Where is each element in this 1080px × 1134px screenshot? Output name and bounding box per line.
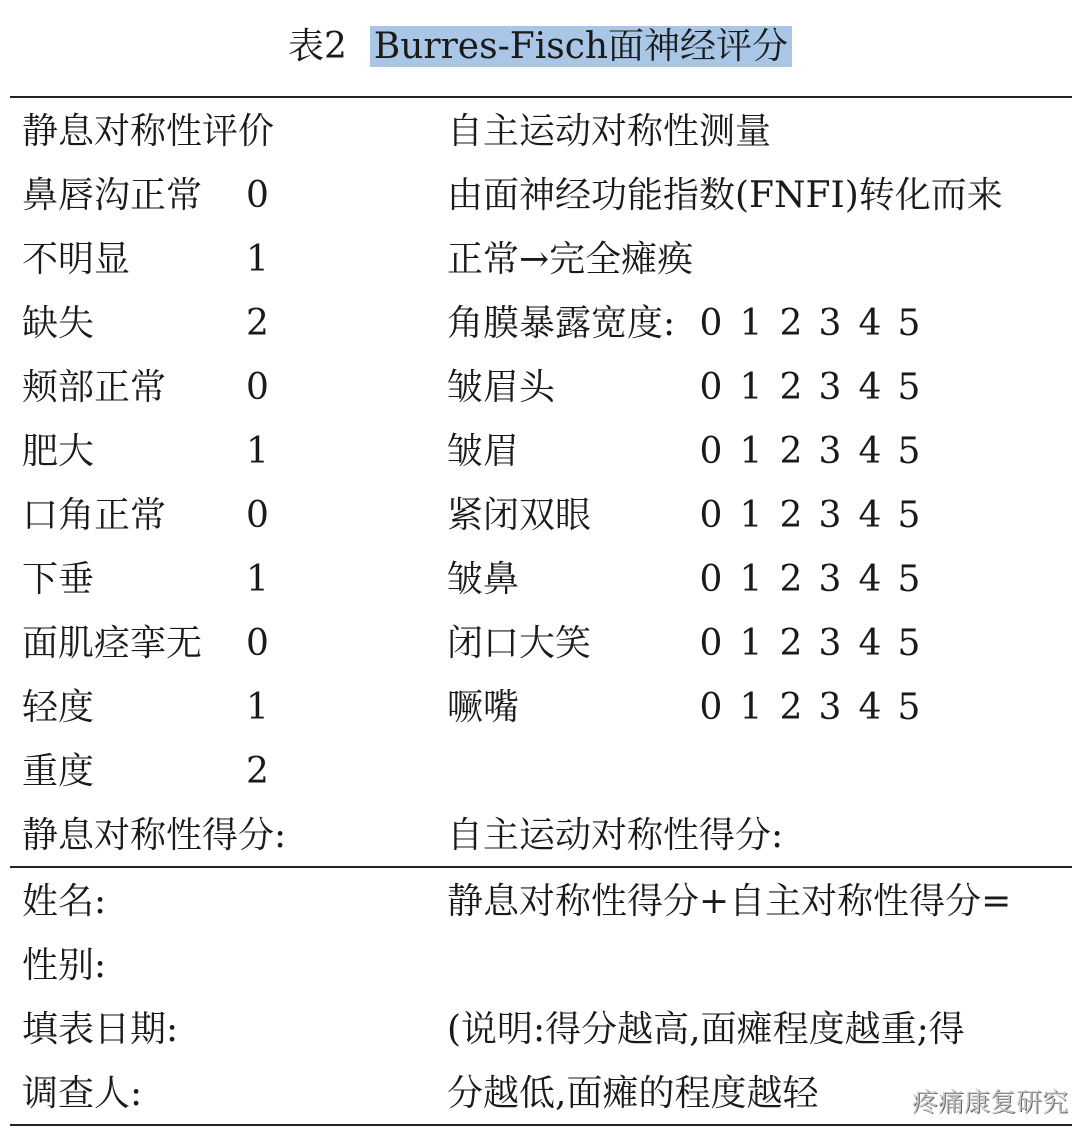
- rest-symmetry-cell: 静息对称性得分:: [22, 815, 287, 856]
- top-rule: [10, 96, 1072, 98]
- score-option: 2: [779, 623, 803, 664]
- score-option: 2: [779, 367, 803, 408]
- score-option: 4: [858, 559, 882, 600]
- rest-score-cell: 2: [246, 751, 269, 792]
- rest-score-cell: 0: [246, 495, 269, 536]
- rest-score-cell: 2: [246, 303, 269, 344]
- score-option: 3: [818, 367, 842, 408]
- score-option: 0: [699, 303, 723, 344]
- table-row: [0, 228, 1080, 292]
- score-option: 0: [699, 431, 723, 472]
- rest-score-cell: 1: [246, 687, 269, 728]
- score-option: 5: [897, 303, 921, 344]
- rest-symmetry-cell: 缺失: [22, 303, 95, 344]
- score-option: 5: [897, 559, 921, 600]
- voluntary-movement-cell: 由面神经功能指数(FNFI)转化而来: [447, 175, 1003, 216]
- score-option: 4: [858, 495, 882, 536]
- table-row: [0, 164, 1080, 228]
- table-title-highlight: Burres-Fisch面神经评分: [370, 26, 792, 67]
- score-option: 5: [897, 367, 921, 408]
- table-row: [0, 420, 1080, 484]
- rest-symmetry-cell: 不明显: [22, 239, 131, 280]
- info-label: 性别:: [22, 945, 107, 986]
- table-row: [0, 612, 1080, 676]
- score-option: 2: [779, 303, 803, 344]
- info-row: [0, 998, 1080, 1062]
- table-row: [0, 548, 1080, 612]
- score-option: 2: [779, 687, 803, 728]
- voluntary-movement-cell: 闭口大笑: [447, 623, 592, 664]
- score-option: 3: [818, 431, 842, 472]
- voluntary-movement-cell: 噘嘴: [447, 687, 520, 728]
- score-option: 1: [739, 495, 763, 536]
- info-note: 分越低,面瘫的程度越轻: [447, 1073, 819, 1114]
- info-label: 调查人:: [22, 1073, 143, 1114]
- score-option: 1: [739, 559, 763, 600]
- table-number: 表2: [287, 26, 347, 67]
- score-option: 1: [739, 687, 763, 728]
- table-title: [0, 22, 1080, 72]
- score-option: 3: [818, 303, 842, 344]
- score-option: 5: [897, 431, 921, 472]
- voluntary-movement-cell: 正常→完全瘫痪: [447, 239, 694, 280]
- score-option: 4: [858, 431, 882, 472]
- table-row: [0, 740, 1080, 804]
- rest-symmetry-cell: 下垂: [22, 559, 95, 600]
- voluntary-movement-cell: 皱鼻: [447, 559, 520, 600]
- rest-score-cell: 0: [246, 367, 269, 408]
- score-option: 1: [739, 623, 763, 664]
- score-option: 2: [779, 431, 803, 472]
- info-row: [0, 870, 1080, 934]
- table-row: [0, 804, 1080, 868]
- score-option: 2: [779, 559, 803, 600]
- rest-score-cell: 0: [246, 623, 269, 664]
- rest-symmetry-cell: 颊部正常: [22, 367, 167, 408]
- score-option: 3: [818, 495, 842, 536]
- rest-symmetry-cell: 轻度: [22, 687, 95, 728]
- rest-score-cell: 1: [246, 559, 269, 600]
- score-option: 4: [858, 623, 882, 664]
- table-row: [0, 676, 1080, 740]
- rest-symmetry-cell: 重度: [22, 751, 95, 792]
- info-row: [0, 934, 1080, 998]
- info-note: (说明:得分越高,面瘫程度越重;得: [447, 1009, 965, 1050]
- table-row: [0, 484, 1080, 548]
- voluntary-movement-cell: 自主运动对称性得分:: [447, 815, 784, 856]
- rest-symmetry-cell: 鼻唇沟正常: [22, 175, 203, 216]
- table-row: [0, 292, 1080, 356]
- rest-symmetry-cell: 口角正常: [22, 495, 167, 536]
- info-note: 静息对称性得分+自主对称性得分=: [447, 881, 1012, 922]
- voluntary-movement-cell: 角膜暴露宽度:: [447, 303, 676, 344]
- score-option: 4: [858, 367, 882, 408]
- voluntary-movement-cell: 紧闭双眼: [447, 495, 592, 536]
- voluntary-movement-cell: 自主运动对称性测量: [447, 111, 772, 152]
- voluntary-movement-cell: 皱眉: [447, 431, 520, 472]
- score-option: 5: [897, 495, 921, 536]
- score-option: 5: [897, 687, 921, 728]
- table-row: [0, 356, 1080, 420]
- info-label: 姓名:: [22, 881, 107, 922]
- rest-score-cell: 1: [246, 239, 269, 280]
- score-option: 3: [818, 687, 842, 728]
- score-option: 3: [818, 623, 842, 664]
- table-row: [0, 100, 1080, 164]
- voluntary-movement-cell: 皱眉头: [447, 367, 556, 408]
- score-option: 4: [858, 303, 882, 344]
- score-option: 0: [699, 623, 723, 664]
- score-option: 0: [699, 559, 723, 600]
- rest-symmetry-cell: 静息对称性评价: [22, 111, 275, 152]
- rest-score-cell: 1: [246, 431, 269, 472]
- score-option: 1: [739, 367, 763, 408]
- score-option: 0: [699, 367, 723, 408]
- score-option: 0: [699, 495, 723, 536]
- score-option: 1: [739, 431, 763, 472]
- watermark: 疼痛康复研究: [911, 1088, 1068, 1118]
- score-option: 4: [858, 687, 882, 728]
- score-option: 5: [897, 623, 921, 664]
- score-option: 2: [779, 495, 803, 536]
- score-option: 0: [699, 687, 723, 728]
- info-label: 填表日期:: [22, 1009, 179, 1050]
- score-option: 3: [818, 559, 842, 600]
- rest-symmetry-cell: 面肌痉挛无: [22, 623, 203, 664]
- rest-score-cell: 0: [246, 175, 269, 216]
- score-option: 1: [739, 303, 763, 344]
- rest-symmetry-cell: 肥大: [22, 431, 95, 472]
